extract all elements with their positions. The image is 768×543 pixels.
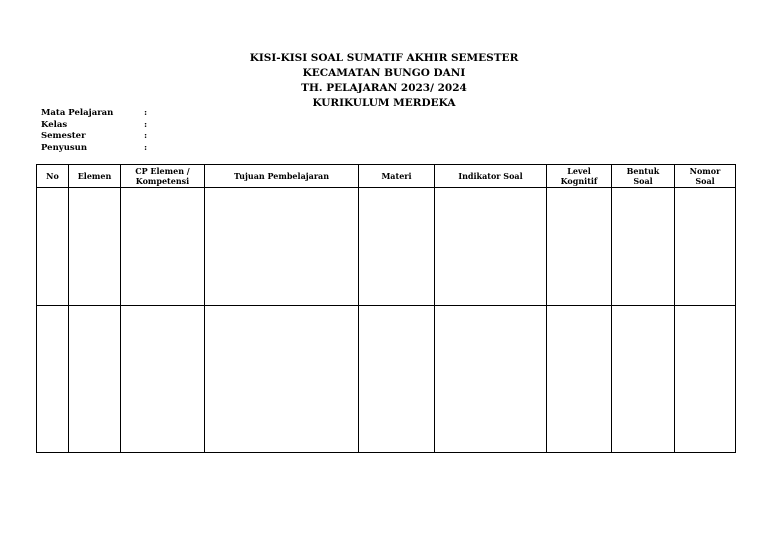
table-header-row xyxy=(37,165,736,188)
table-cell[interactable] xyxy=(205,188,359,306)
document-curriculum: KURIKULUM MERDEKA xyxy=(312,97,456,109)
table-cell[interactable] xyxy=(121,188,205,306)
identity-fields xyxy=(41,108,154,154)
field-colon: : xyxy=(144,131,148,141)
document-header xyxy=(0,51,768,111)
field-mata-pelajaran xyxy=(41,108,154,120)
field-colon: : xyxy=(144,108,148,118)
document-title: KISI-KISI SOAL SUMATIF AKHIR SEMESTER xyxy=(249,52,519,64)
table-cell[interactable] xyxy=(435,188,547,306)
document-academic-year: TH. PELAJARAN 2023/ 2024 xyxy=(301,82,467,94)
column-header-nomor-soal: Nomor Soal xyxy=(675,165,736,188)
field-label: Kelas xyxy=(41,119,68,130)
table-cell[interactable] xyxy=(612,306,675,453)
document-district: KECAMATAN BUNGO DANI xyxy=(302,67,466,79)
field-semester xyxy=(41,131,154,143)
table-cell[interactable] xyxy=(69,306,121,453)
field-label: Penyusun xyxy=(41,142,88,153)
column-header-materi: Materi xyxy=(359,165,435,188)
table-cell[interactable] xyxy=(547,188,612,306)
column-header-indikator-soal: Indikator Soal xyxy=(435,165,547,188)
table-cell[interactable] xyxy=(435,306,547,453)
column-header-cp-elemen: CP Elemen / Kompetensi xyxy=(121,165,205,188)
column-header-tujuan-pembelajaran: Tujuan Pembelajaran xyxy=(205,165,359,188)
table-row xyxy=(37,306,736,453)
field-colon: : xyxy=(144,119,148,130)
table-row xyxy=(37,188,736,306)
table-cell[interactable] xyxy=(205,306,359,453)
table-cell[interactable] xyxy=(37,306,69,453)
column-header-no: No xyxy=(37,165,69,188)
table-cell[interactable] xyxy=(69,188,121,306)
column-header-bentuk-soal: Bentuk Soal xyxy=(612,165,675,188)
table-cell[interactable] xyxy=(121,306,205,453)
field-label: Mata Pelajaran xyxy=(41,108,114,118)
table-cell[interactable] xyxy=(612,188,675,306)
table-cell[interactable] xyxy=(675,188,736,306)
table-cell[interactable] xyxy=(675,306,736,453)
field-colon: : xyxy=(144,142,148,153)
column-header-level-kognitif: Level Kognitif xyxy=(547,165,612,188)
table-cell[interactable] xyxy=(37,188,69,306)
table-cell[interactable] xyxy=(547,306,612,453)
table-cell[interactable] xyxy=(359,188,435,306)
column-header-elemen: Elemen xyxy=(69,165,121,188)
field-label: Semester xyxy=(41,131,86,141)
field-kelas xyxy=(41,120,154,132)
table-cell[interactable] xyxy=(359,306,435,453)
kisi-kisi-table xyxy=(36,164,736,453)
field-penyusun xyxy=(41,143,154,155)
